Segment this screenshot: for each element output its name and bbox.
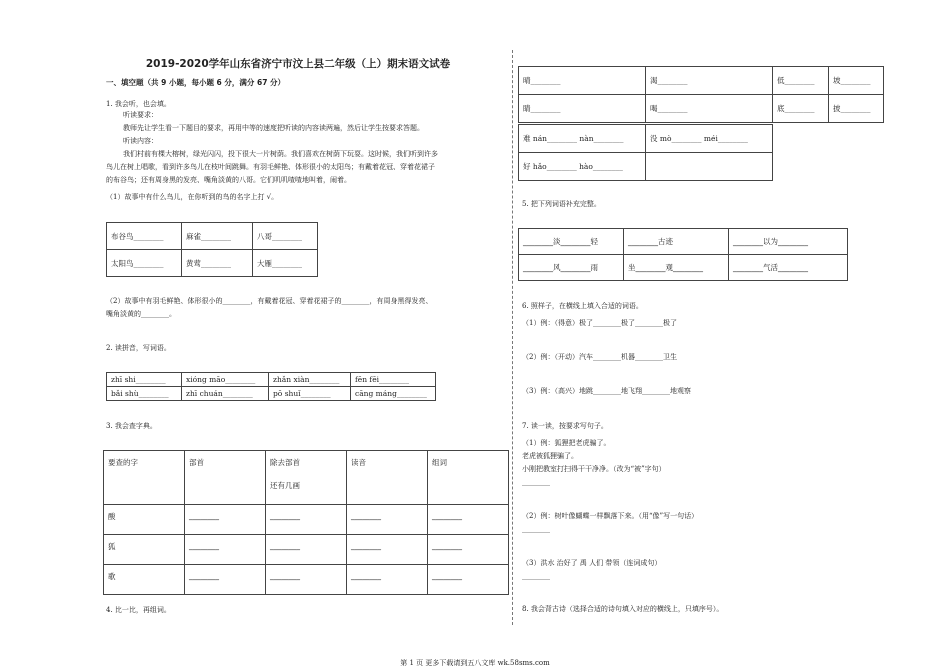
dict-header: 组词 xyxy=(428,451,509,505)
dict-header: 读音 xyxy=(347,451,428,505)
pinyin-cell[interactable]: bǎi shù________ xyxy=(107,387,182,401)
pinyin-cell[interactable]: xióng māo________ xyxy=(182,373,269,387)
q1-req-label: 听读要求： xyxy=(123,111,158,119)
answer-blank[interactable]: ________ xyxy=(522,572,550,580)
pinyin-cell[interactable]: pō shuǐ________ xyxy=(269,387,351,401)
compare-cell[interactable]: 坡________ xyxy=(829,67,884,95)
word-cell[interactable]: ________风________雨 xyxy=(519,255,624,281)
pinyin-cell[interactable]: zhǎn xiàn________ xyxy=(269,373,351,387)
complete-words-table xyxy=(518,228,848,281)
pinyin-cell[interactable]: zhī chuán________ xyxy=(182,387,269,401)
pinyin-cell[interactable]: cāng máng________ xyxy=(351,387,436,401)
q1-sub2-cont: 嘴角淡黄的________。 xyxy=(106,310,176,318)
q2-heading: 2. 读拼音，写词语。 xyxy=(106,344,171,352)
dict-header-line: 还有几画 xyxy=(270,481,300,490)
bird-table xyxy=(106,222,318,277)
q6-item: （1）例：（得意）极了________极了________极了 xyxy=(522,319,677,327)
bird-cell[interactable]: 黄莺________ xyxy=(182,250,253,277)
polyphone-table xyxy=(518,124,773,181)
column-divider xyxy=(512,50,513,625)
dict-header: 要查的字 xyxy=(104,451,185,505)
q6-heading: 6. 照样子，在横线上填入合适的词语。 xyxy=(522,302,643,310)
pinyin-cell[interactable]: zhī shi________ xyxy=(107,373,182,387)
bird-cell[interactable]: 八哥________ xyxy=(253,223,318,250)
answer-blank[interactable]: ________ xyxy=(522,525,550,533)
q7-line: （1）例：狐狸把老虎骗了。 xyxy=(522,439,611,447)
dict-blank[interactable]: ________ xyxy=(185,565,266,595)
q1-paragraph-line: 鸟儿在树上唱歌，看到许多鸟儿在枝叶间跳舞。有羽毛鲜艳、体形很小的太阳鸟；有戴着花冠、穿着花裙子 xyxy=(106,163,435,171)
q1-heading: 1. 我会听，也会填。 xyxy=(106,100,171,108)
q7-line: （3）洪水 治好了 禹 人们 带领（连词成句） xyxy=(522,559,662,567)
dict-blank[interactable]: ________ xyxy=(185,505,266,535)
word-cell[interactable]: ________淡________轻 xyxy=(519,229,624,255)
dict-blank[interactable]: ________ xyxy=(428,505,509,535)
dict-blank[interactable]: ________ xyxy=(347,565,428,595)
dictionary-table xyxy=(103,450,509,595)
word-cell[interactable]: ________古迹 xyxy=(624,229,729,255)
q1-sub1: （1）故事中有什么鸟儿，在你听到的鸟的名字上打 √。 xyxy=(106,193,279,201)
q7-heading: 7. 读一读，按要求写句子。 xyxy=(522,422,608,430)
q4-heading: 4. 比一比，再组词。 xyxy=(106,606,171,614)
answer-blank[interactable]: ________ xyxy=(522,478,550,486)
q3-heading: 3. 我会查字典。 xyxy=(106,422,157,430)
compare-cell[interactable]: 喝________ xyxy=(646,95,773,123)
q1-sub2: （2）故事中有羽毛鲜艳、体形很小的________，有戴着花冠、穿着花裙子的________，有周身黑得发亮、 xyxy=(106,297,433,305)
q7-line: 老虎被狐狸骗了。 xyxy=(522,452,578,460)
q6-item: （2）例：（开动）汽车________机器________卫生 xyxy=(522,353,677,361)
bird-cell[interactable]: 太阳鸟________ xyxy=(107,250,182,277)
compare-cell[interactable]: 披________ xyxy=(829,95,884,123)
q7-line: （2）例：树叶像蝴蝶一样飘落下来。（用“像”写一句话） xyxy=(522,512,699,520)
word-cell[interactable]: ________气活________ xyxy=(729,255,848,281)
pinyin-cell[interactable]: fēn fēi________ xyxy=(351,373,436,387)
compare-cell[interactable]: 晴________ xyxy=(519,67,646,95)
compare-cell[interactable]: 低________ xyxy=(773,67,829,95)
word-cell[interactable]: ________以为________ xyxy=(729,229,848,255)
pinyin-table xyxy=(106,372,436,401)
dict-blank[interactable]: ________ xyxy=(428,535,509,565)
dict-blank[interactable]: ________ xyxy=(428,565,509,595)
bird-cell[interactable]: 麻雀________ xyxy=(182,223,253,250)
compare-table xyxy=(518,66,884,123)
dict-char: 酸 xyxy=(104,505,185,535)
dict-blank[interactable]: ________ xyxy=(266,505,347,535)
q6-item: （3）例：（高兴）地跳________地飞翔________地观察 xyxy=(522,387,691,395)
word-cell[interactable]: 坐________观________ xyxy=(624,255,729,281)
q1-paragraph-line: 我们村前有棵大榕树，绿光闪闪，投下很大一片树荫。我们喜欢在树荫下玩耍。这时候，我们听到许多 xyxy=(123,150,438,158)
q8-heading: 8. 我会背古诗（选择合适的诗句填入对应的横线上，只填序号）。 xyxy=(522,605,724,613)
polyphone-cell[interactable]: 没 mò________ méi________ xyxy=(646,125,773,153)
q7-line: 小刚把教室打扫得干干净净。（改为“被”字句） xyxy=(522,465,666,473)
page-footer: 第 1 页 更多下载请到五八文库 wk.58sms.com xyxy=(400,659,550,667)
dict-blank[interactable]: ________ xyxy=(266,535,347,565)
dict-blank[interactable]: ________ xyxy=(347,535,428,565)
dict-char: 狐 xyxy=(104,535,185,565)
compare-cell[interactable]: 渴________ xyxy=(646,67,773,95)
q5-heading: 5. 把下列词语补充完整。 xyxy=(522,200,601,208)
dict-blank[interactable]: ________ xyxy=(347,505,428,535)
page-title: 2019-2020学年山东省济宁市汶上县二年级（上）期末语文试卷 xyxy=(145,58,451,70)
dict-char: 歌 xyxy=(104,565,185,595)
dict-blank[interactable]: ________ xyxy=(266,565,347,595)
dict-blank[interactable]: ________ xyxy=(185,535,266,565)
q1-req-text: 教师先让学生看一下题目的要求，再用中等的速度把听读的内容读两遍，然后让学生按要求答题。 xyxy=(123,124,424,132)
bird-cell[interactable]: 大雁________ xyxy=(253,250,318,277)
polyphone-cell[interactable]: 难 nán________ nàn________ xyxy=(519,125,646,153)
compare-cell[interactable]: 睛________ xyxy=(519,95,646,123)
compare-cell[interactable]: 底________ xyxy=(773,95,829,123)
bird-cell[interactable]: 布谷鸟________ xyxy=(107,223,182,250)
q1-paragraph-line: 的布谷鸟；还有周身黑的发亮、嘴角淡黄的八哥。它们叽叽喳喳地叫着，闹着。 xyxy=(106,176,351,184)
q1-content-label: 听读内容： xyxy=(123,137,158,145)
dict-header xyxy=(266,451,347,505)
dict-header: 部首 xyxy=(185,451,266,505)
section-heading: 一、填空题（共 9 小题，每小题 6 分，满分 67 分） xyxy=(106,78,286,87)
dict-header-line: 除去部首 xyxy=(270,458,300,467)
polyphone-cell xyxy=(646,153,773,181)
polyphone-cell[interactable]: 好 hǎo________ hào________ xyxy=(519,153,646,181)
